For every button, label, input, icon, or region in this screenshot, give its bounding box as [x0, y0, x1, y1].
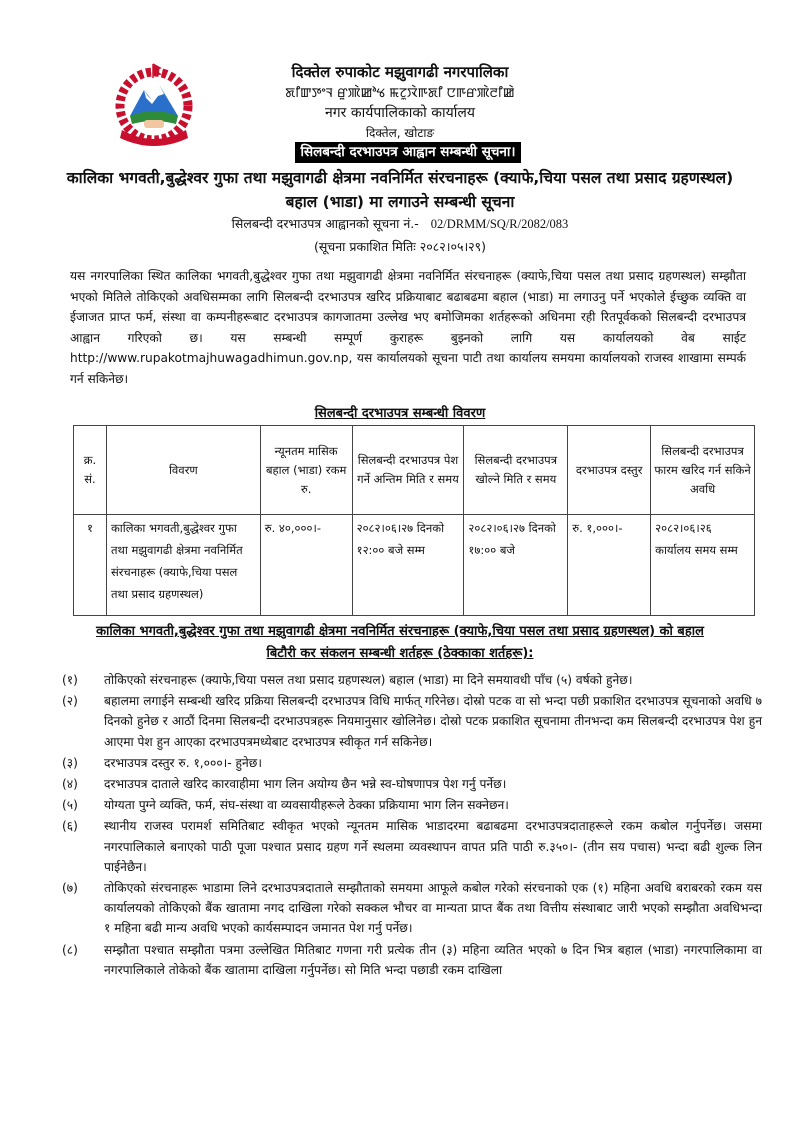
condition-item	[62, 753, 762, 773]
header-sn: क्र. सं.	[74, 426, 107, 515]
condition-number: (४)	[62, 777, 78, 792]
cell-fee: रु. १,०००।-	[568, 515, 651, 616]
condition-number: (३)	[62, 755, 78, 770]
condition-item	[62, 878, 762, 939]
notice-number-label: सिलबन्दी दरभाउपत्र आह्वानको सूचना नं.-	[231, 216, 419, 231]
cell-purchase-period: २०८२।०६।२६ कार्यालय समय सम्म	[651, 515, 755, 616]
header-description: विवरण	[106, 426, 260, 515]
cell-opening-time: २०८२।०६।२७ दिनको १७:०० बजे	[464, 515, 568, 616]
published-date: (सूचना प्रकाशित मितिः २०८२।०५।२९)	[313, 239, 487, 254]
condition-number: (५)	[62, 798, 78, 813]
org-name: दिक्तेल रुपाकोट मझुवागढी नगरपालिका	[291, 63, 509, 81]
cell-min-rent: रु. ४०,०००।-	[260, 515, 352, 616]
condition-text: बहालमा लगाईने सम्बन्धी खरिद प्रक्रिया सिलबन्दी दरभाउपत्र विधि मार्फत् गरिनेछ। दोस्रो पटक वा सो भन्दा पछी प्रकाशित दरभाउपत्र सूचनाको अवधि ७ दिनको हुनेछ र आठौं दिनमा सिलबन्दी दरभाउपत्रहरू नियमानुसार खोलिनेछ। दोस्रो पटक प्रकाशित सूचनामा तीनभन्दा कम सिलबन्दी दरभाउपत्र पेश हुन आएमा पेश हुन आएका दरभाउपत्रमध्येबाट दरभाउपत्र स्वीकृत गर्न सकिनेछ।	[104, 694, 762, 749]
condition-item	[62, 940, 762, 980]
bid-details-table	[73, 425, 755, 616]
office-name: नगर कार्यपालिकाको कार्यालय	[325, 105, 475, 121]
org-name-script: ꯗꯤꯛꯇꯦꯜ ꯔꯨꯄꯥꯀꯣꯠ ꯃꯖꯨꯋꯥꯒꯗꯤ ꯅꯒꯔꯄꯥꯂꯤꯀꯥ	[285, 86, 515, 101]
conditions-title-line1: कालिका भगवती,बुद्धेश्वर गुफा तथा मझुवागढी क्षेत्रमा नवनिर्मित संरचनाहरू (क्याफे,चिया पसल तथा प्रसाद ग्रहणस्थल) को बहाल	[96, 624, 704, 639]
cell-description: कालिका भगवती,बुद्धेश्वर गुफा तथा मझुवागढी क्षेत्रमा नवनिर्मित संरचनाहरू (क्याफे,चिया पसल तथा प्रसाद ग्रहणस्थल)	[106, 515, 260, 616]
header-opening-time: सिलबन्दी दरभाउपत्र खोल्ने मिति र समय	[464, 426, 568, 515]
condition-item	[62, 816, 762, 877]
header-submission-deadline: सिलबन्दी दरभाउपत्र पेश गर्ने अन्तिम मिति र समय	[352, 426, 464, 515]
condition-number: (२)	[62, 694, 78, 709]
conditions-title-line2: बिटौरी कर संकलन सम्बन्धी शर्तहरू (ठेक्काका शर्तहरू):	[266, 646, 534, 661]
condition-item	[62, 691, 762, 752]
table-row	[74, 515, 755, 616]
header-fee: दरभाउपत्र दस्तुर	[568, 426, 651, 515]
condition-text: दरभाउपत्र दाताले खरिद कारवाहीमा भाग लिन अयोग्य छैन भन्ने स्व-घोषणापत्र पेश गर्नु पर्नेछ।	[104, 777, 507, 792]
table-title: सिलबन्दी दरभाउपत्र सम्बन्धी विवरण	[314, 406, 486, 421]
condition-text: योग्यता पुग्ने व्यक्ति, फर्म, संघ-संस्था वा व्यवसायीहरूले ठेक्का प्रक्रियामा भाग लिन सक्नेछन।	[104, 798, 509, 813]
notice-title-line1: कालिका भगवती,बुद्धेश्वर गुफा तथा मझुवागढी क्षेत्रमा नवनिर्मित संरचनाहरू (क्याफे,चिया पसल तथा प्रसाद ग्रहणस्थल)	[66, 169, 734, 187]
condition-number: (८)	[62, 942, 78, 957]
condition-item	[62, 795, 762, 815]
condition-item	[62, 774, 762, 794]
office-location: दिक्तेल, खोटाङ	[365, 126, 435, 140]
notice-title-line2: बहाल (भाडा) मा लगाउने सम्बन्धी सूचना	[285, 193, 515, 211]
condition-item	[62, 670, 762, 690]
notice-number: 02/DRMM/SQ/R/2082/083	[430, 217, 569, 231]
notice-heading: सिलबन्दी दरभाउपत्र आह्वान सम्बन्धी सूचना।	[295, 142, 521, 163]
intro-paragraph: यस नगरपालिका स्थित कालिका भगवती,बुद्धेश्वर गुफा तथा मझुवागढी क्षेत्रमा नवनिर्मित संरचनाहरू (क्याफे,चिया पसल तथा प्रसाद ग्रहणस्थल) सम्झौता भएको मितिले तोकिएको अवधिसम्मका लागि सिलबन्दी दरभाउपत्र खरिद प्रक्रियाबाट बढाबढमा बहाल (भाडा) मा लगाउनु पर्ने भएकोले ईच्छुक व्यक्ति वा ईजाजत प्राप्त फर्म, संस्था वा कम्पनीहरूबाट दरभाउपत्र कागजातमा उल्लेख भए बमोजिमका शर्तहरूको अधिनमा रही रितपूर्वकको सिलबन्दी दरभाउपत्र आह्वान गरिएको छ। यस सम्बन्धी सम्पूर्ण कुराहरू बुझ्नको लागि यस कार्यालयको वेब साईट http://www.rupakotmajhuwagadhimun.gov.np, यस कार्यालयको सूचना पाटी तथा कार्यालय समयमा कार्यालयको राजस्व शाखामा सम्पर्क गर्न सकिनेछ।	[70, 269, 746, 386]
condition-text: तोकिएको संरचनाहरू भाडामा लिने दरभाउपत्रदाताले सम्झौताको समयमा आफूले कबोल गरेको संरचनाको एक (१) महिना अवधि बराबरको रकम यस कार्यालयको तोकिएको बैंक खातामा नगद दाखिला गरेको सक्कल भौचर वा मान्यता प्राप्त बैंक तथा वित्तीय संस्थाबाट जारी भएको सम्झौता अवधिभन्दा १ महिना बढी मान्य अवधि भएको कार्यसम्पादन जमानत पेश गर्नु पर्नेछ।	[104, 881, 762, 936]
header-purchase-period: सिलबन्दी दरभाउपत्र फारम खरिद गर्न सकिने अवधि	[651, 426, 755, 515]
condition-number: (६)	[62, 819, 78, 834]
condition-number: (७)	[62, 881, 78, 896]
condition-text: तोकिएको संरचनाहरू (क्याफे,चिया पसल तथा प्रसाद ग्रहणस्थल) बहाल (भाडा) मा दिने समयावधी पाँच (५) वर्षको हुनेछ।	[104, 673, 633, 687]
conditions-list	[62, 670, 762, 981]
condition-text: स्थानीय राजस्व परामर्श समितिबाट स्वीकृत भएको न्यूनतम मासिक भाडादरमा बढाबढमा दरभाउपत्रदाताहरूले रकम कबोल गर्नुपर्नेछ। जसमा नगरपालिकाले बनाएको पाठी पूजा पश्चात प्रसाद ग्रहण गर्ने स्थलमा व्यवस्थापन वापत प्रति पाठी रु.३५०।- (तीन सय पचास) भन्दा बढी शुल्क लिन पाईनेछैन।	[104, 819, 762, 874]
condition-text: दरभाउपत्र दस्तुर रु. १,०००।- हुनेछ।	[104, 755, 262, 770]
header-min-rent: न्यूनतम मासिक बहाल (भाडा) रकम रु.	[260, 426, 352, 515]
notice-number-line	[0, 215, 800, 232]
cell-submission-deadline: २०८२।०६।२७ दिनको १२:०० बजे सम्म	[352, 515, 464, 616]
condition-text: सम्झौता पश्चात सम्झौता पत्रमा उल्लेखित मितिबाट गणना गरी प्रत्येक तीन (३) महिना व्यतित भएको ७ दिन भित्र बहाल (भाडा) नगरपालिकामा वा नगरपालिकाले तोकेको बैंक खातामा दाखिला गर्नुपर्नेछ। सो मिति भन्दा पछाडी रकम दाखिला	[104, 942, 762, 977]
condition-number: (१)	[62, 673, 78, 687]
cell-sn: १	[74, 515, 107, 616]
table-header-row	[74, 426, 755, 515]
